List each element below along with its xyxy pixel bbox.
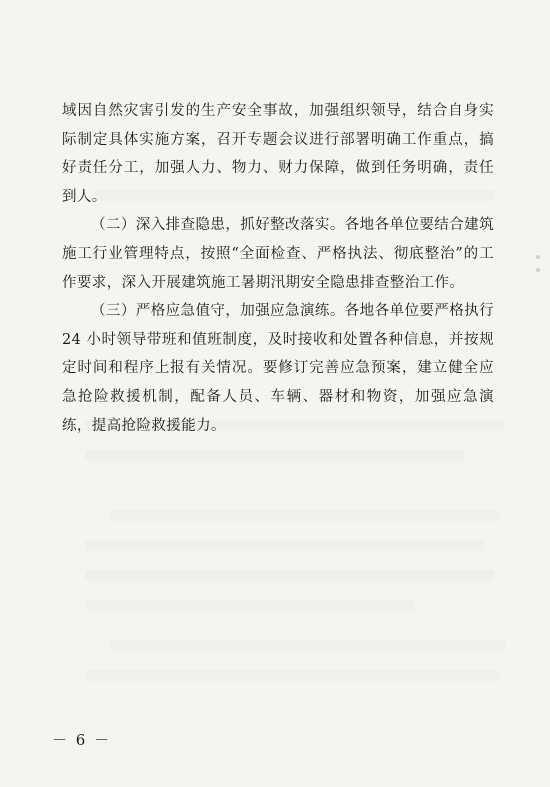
paragraph-section-3: （三）严格应急值守，加强应急演练。各地各单位要严格执行 24 小时领导带班和值班制度，及时接收和处置各种信息，并按规定时间和程序上报有关情况。要修订完善应急预案，建立健全应急抢险救援机制，配备人员、车辆、器材和物资，加强应急演练，提高抢险救援能力。 — [62, 303, 494, 434]
show-through-mark — [85, 600, 415, 611]
show-through-mark — [85, 450, 465, 461]
binding-hole-mark — [536, 255, 540, 259]
show-through-mark — [110, 510, 500, 521]
show-through-mark — [85, 570, 495, 581]
paragraph-continuation: 域因自然灾害引发的生产安全事故，加强组织领导，结合自身实际制定具体实施方案，召开专题会议进行部署明确工作重点，搞好责任分工，加强人力、物力、财力保障，做到任务明确，责任到人。 — [62, 103, 494, 205]
paragraph-section-2: （二）深入排查隐患，抓好整改落实。各地各单位要结合建筑施工行业管理特点，按照“全面检查、严格执法、彻底整治”的工作要求，深入开展建筑施工暑期汛期安全隐患排查整治工作。 — [62, 217, 494, 291]
page-number: － 6 － — [52, 731, 112, 749]
show-through-mark — [85, 540, 485, 551]
body-text — [62, 97, 494, 440]
show-through-mark — [85, 670, 500, 681]
show-through-mark — [110, 640, 505, 651]
binding-hole-mark — [536, 268, 540, 272]
